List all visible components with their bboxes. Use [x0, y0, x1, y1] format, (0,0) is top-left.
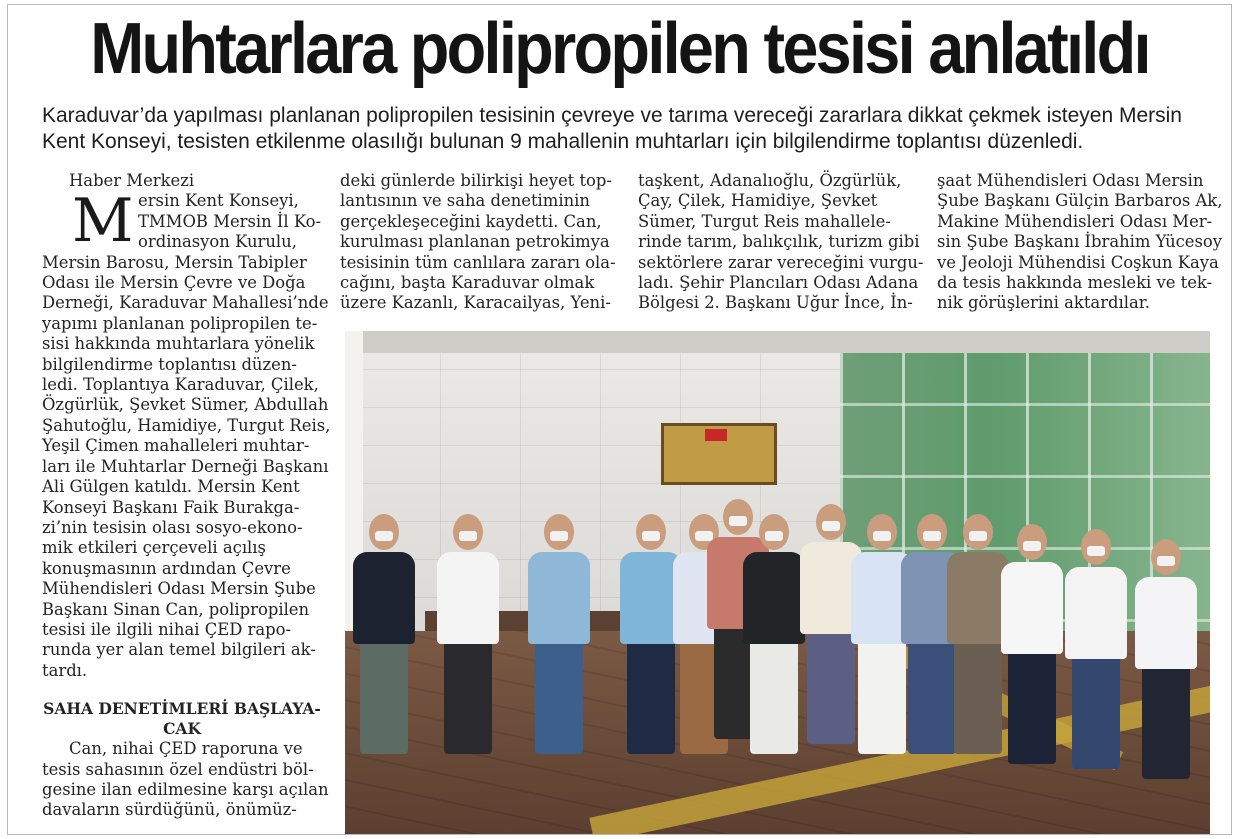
- column-line: sin Şube Başkanı İbrahim Yücesoy: [937, 232, 1223, 252]
- column-line: tesis sahasının özel endüstri böl-: [42, 759, 314, 779]
- article-column-3: [638, 171, 923, 314]
- column-line: Ali Gülgen katıldı. Mersin Kent: [42, 477, 300, 497]
- column-line: üzere Kazanlı, Karacailyas, Yeni-: [340, 293, 611, 313]
- column-line: Özgürlük, Şevket Sümer, Abdullah: [42, 395, 329, 415]
- column-line: taşkent, Adanalıoğlu, Özgürlük,: [638, 171, 902, 190]
- dropcap-block: [42, 186, 322, 257]
- headline: Muhtarlara polipropilen tesisi anlatıldı: [90, 9, 1149, 89]
- column-line: Makine Mühendisleri Odası Mer-: [937, 211, 1213, 231]
- column-line: ları ile Muhtarlar Derneği Başkanı: [42, 456, 329, 476]
- column-line: tesisinin tüm canlılara zararı ola-: [340, 252, 616, 272]
- column-line: Şube Başkanı Gülçin Barbaros Ak,: [937, 191, 1223, 211]
- column-line: lantısının ve saha denetiminin: [340, 191, 590, 211]
- column-line: gesine ilan edilmesine karşı açılan: [42, 779, 329, 799]
- column-line: Konseyi Başkanı Faik Burakga-: [42, 497, 300, 517]
- subheading: CAK: [163, 719, 201, 739]
- column-line: mik etkileri çerçeveli açılış: [42, 538, 266, 558]
- column-line: ersin Kent Konseyi,: [138, 191, 299, 211]
- photo-person: [947, 514, 1009, 754]
- column-line: bilgilendirme toplantısı düzen-: [42, 354, 297, 374]
- photo-person: [743, 514, 805, 754]
- photo-person: [353, 514, 415, 754]
- group-photo: [345, 331, 1210, 834]
- photo-person: [437, 514, 499, 754]
- column-line: ordinasyon Kurulu,: [138, 232, 297, 252]
- column-line: Sümer, Turgut Reis mahallele-: [638, 211, 891, 231]
- column-line: Derneği, Karaduvar Mahallesi’nde: [42, 293, 329, 313]
- column-line: Bölgesi 2. Başkanı Uğur İnce, İn-: [638, 293, 913, 313]
- column-line: yapımı planlanan polipropilen te-: [42, 313, 318, 333]
- column-line: şaat Mühendisleri Odası Mersin: [937, 171, 1204, 190]
- column-line: da tesis hakkında mesleki ve tek-: [937, 273, 1213, 293]
- column-line: davaların sürdüğünü, önümüz-: [42, 800, 297, 820]
- lead-paragraph: Karaduvar’da yapılması planlanan polipropilen tesisinin çevreye ve tarıma vereceği zararlara dikkat çekmek isteyen Mersin Kent Konseyi, tesisten etkilenme olasılığı bulunan 9 mahallenin muhtarları için bilgilendirme toplantısı düzenledi.: [42, 104, 1182, 153]
- photo-person: [1065, 529, 1127, 769]
- column-line: kurulması planlanan petrokimya: [340, 232, 610, 252]
- column-line: Mühendisleri Odası Mersin Şube: [42, 579, 316, 599]
- article-column-1: [42, 171, 331, 821]
- photo-person: [1135, 539, 1197, 779]
- column-line: Şahutoğlu, Hamidiye, Turgut Reis,: [42, 415, 331, 435]
- column-line: Çay, Çilek, Hamidiye, Şevket: [638, 191, 878, 211]
- column-line: rinde tarım, balıkçılık, turizm gibi: [638, 232, 920, 252]
- column-line: tesisi ile ilgili nihai ÇED rapo-: [42, 619, 292, 639]
- photo-ceiling: [345, 331, 1210, 353]
- column-line: ledi. Toplantıya Karaduvar, Çilek,: [42, 375, 319, 395]
- column-line: TMMOB Mersin İl Ko-: [138, 211, 322, 231]
- column-line: gerçekleşeceğini kaydetti. Can,: [340, 211, 602, 231]
- dropcap: M: [72, 186, 134, 257]
- article-column-2: [340, 171, 616, 314]
- column-line: Mersin Barosu, Mersin Tabipler: [42, 252, 307, 272]
- column-line: konuşmasının ardından Çevre: [42, 558, 291, 578]
- photo-person: [528, 514, 590, 754]
- subheading: SAHA DENETİMLERİ BAŞLAYA-: [43, 699, 321, 719]
- column-line: Odası ile Mersin Çevre ve Doğa: [42, 273, 306, 293]
- column-line: nik görüşlerini aktardılar.: [937, 293, 1151, 313]
- column-line: ladı. Şehir Plancıları Odası Adana: [638, 273, 919, 293]
- column-line: tardı.: [42, 660, 88, 680]
- photo-sign-emblem: [705, 429, 727, 441]
- column-line: Can, nihai ÇED raporuna ve: [69, 739, 303, 759]
- byline: Haber Merkezi: [69, 171, 195, 190]
- article-column-4: [937, 171, 1222, 314]
- column-line: Başkanı Sinan Can, polipropilen: [42, 599, 310, 619]
- column-line: cağını, başta Karaduvar olmak: [340, 273, 595, 293]
- column-line: sisi hakkında muhtarlara yönelik: [42, 334, 315, 354]
- photo-person: [1001, 524, 1063, 764]
- column-line: Yeşil Çimen mahalleleri muhtar-: [42, 436, 310, 456]
- column-line: zi’nin tesisin olası sosyo-ekono-: [42, 517, 303, 537]
- column-line: runda yer alan temel bilgileri ak-: [42, 640, 316, 660]
- column-line: deki günlerde bilirkişi heyet top-: [340, 171, 612, 190]
- column-line: ve Jeoloji Mühendisi Coşkun Kaya: [937, 252, 1219, 272]
- column-line: sektörlere zarar vereceğini vurgu-: [638, 252, 924, 272]
